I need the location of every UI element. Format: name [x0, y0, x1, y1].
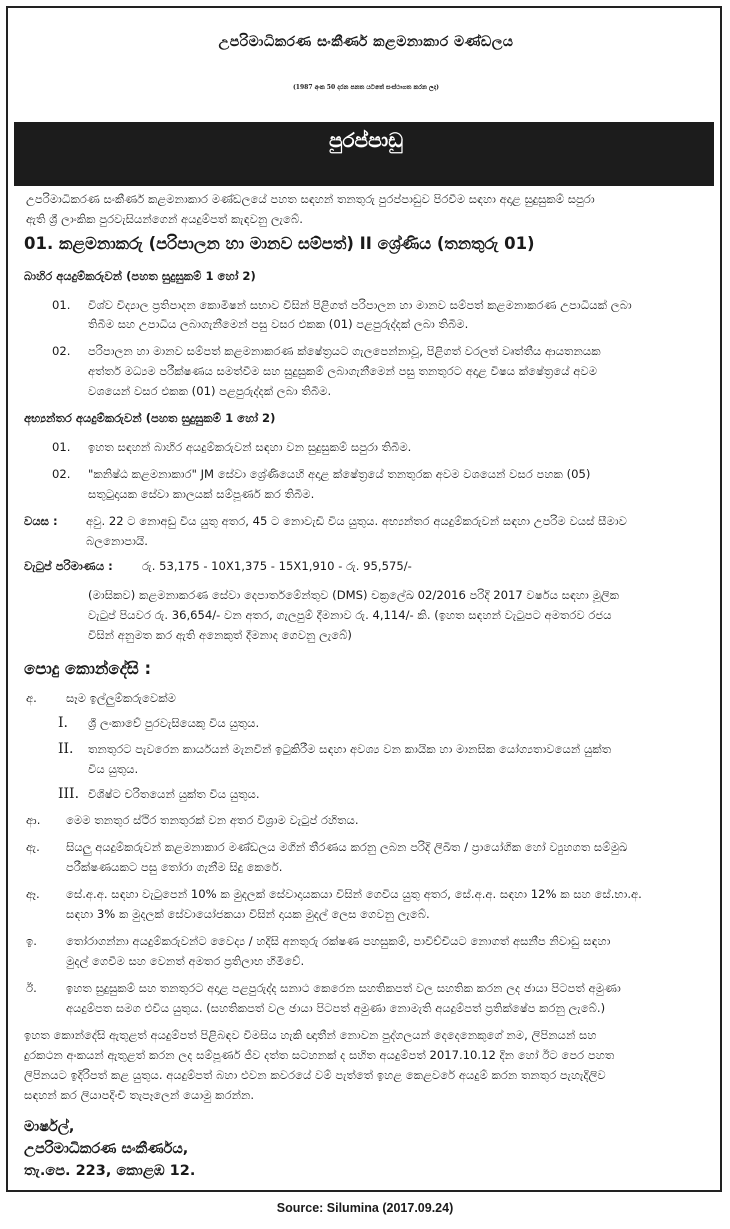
condition-line: විශිෂ්ට චරිතයෙන් යුක්ත විය යුතුය.	[88, 787, 260, 801]
condition-line: සියලු අයදුම්කරුවන් කළමනාකාර මණ්ඩලය මගින් තීරණය කරනු ලබන පරිදි ලිඛිත / ප්‍රායෝගික හෝ ව්‍යුහගත සම්මුඛ	[66, 840, 628, 854]
condition-letter: ඉ.	[26, 934, 37, 948]
external-item-number: 02.	[52, 344, 71, 358]
condition-letter: අ.	[26, 691, 37, 705]
external-item-line: තිබීම සහ උපාධිය ලබාගැනීමෙන් පසු වසර එකක (01) පළපුරුද්දක් ලබා තිබීම.	[88, 317, 469, 331]
intro-line: ඇති ශ්‍රී ලාංකික පුරවැසියන්ගෙන් අයදුම්පත් කැඳවනු ලැබේ.	[26, 212, 303, 226]
internal-item-line: සතුටුදායක සේවා කාලයක් සම්පූර්ණ කර තිබීම.	[88, 487, 315, 501]
external-item-line: වශයෙන් වසර එකක (01) පළපුරුද්දක් ලබා තිබීම.	[88, 384, 332, 398]
condition-line: සෑම ඉල්ලුම්කරුවෙක්ම	[66, 691, 176, 705]
closing-line: ඉහත කොන්දේසි ඇතුළත් අයදුම්පත් පිළිබඳව විමසිය හැකි ඥාතීන් නොවන පුද්ගලයන් දෙදෙනෙකුගේ නම, ලිපිනයන් සහ	[24, 1028, 597, 1042]
external-item-line: විශ්ව විද්‍යාල ප්‍රතිපාදන කොමිෂන් සභාව විසින් පිළිගත් පරිපාලන හා මානව සම්පත් කළමනාකරණ උපාධියක් ලබා	[88, 298, 632, 312]
condition-letter: I.	[58, 715, 68, 731]
condition-letter: ඊ.	[26, 981, 37, 995]
condition-line: විය යුතුය.	[88, 762, 139, 776]
external-item-line: පරිපාලන හා මානව සම්පත් කළමනාකරණ ක්ෂේත්‍රයට ගැලපෙන්නාවූ, පිළිගත් වරලත් වෘත්තීය ආයතනයක	[88, 344, 601, 358]
condition-letter: ඈ.	[26, 887, 40, 901]
internal-heading: අභ්‍යන්තර අයදුම්කරුවන් (පහත සුදුසුකම් 1 හෝ 2)	[24, 411, 276, 425]
advert-frame	[6, 6, 722, 1192]
external-heading: බාහිර අයදුම්කරුවන් (පහත සුදුසුකම් 1 හෝ 2)	[24, 269, 256, 283]
org-title: උපරිමාධිකරණ සංකීර්ණ කළමනාකාර මණ්ඩලය	[218, 34, 514, 50]
condition-line: තනතුරට පැවරෙන කාර්යයන් මැනවින් ඉටුකිරීම සඳහා අවශ්‍ය වන කායික හා මානසික යෝග්‍යතාවයෙන් යුක්ත	[88, 742, 612, 756]
external-item-number: 01.	[52, 298, 71, 312]
salary-line: වැටුප් පියවර රු. 36,654/- වන අතර, ගැලපුම් දීමනාව රු. 4,114/- කි. (ඉහත සඳහන් වැටුපට අමතරව රජය	[88, 608, 612, 622]
condition-letter: ඇ.	[26, 840, 40, 854]
condition-line: සඳහා 3% ක මුදලක් සේවායෝජකයා විසින් දායක මුදල් ලෙස ගෙවනු ලැබේ.	[66, 907, 430, 921]
salary-line: විසින් අනුමත කර ඇති අනෙකුත් දීමනාද ගෙවනු ලැබේ)	[88, 628, 352, 642]
signature-line: තැ.පෙ. 223, කොළඹ 12.	[24, 1163, 196, 1179]
condition-line: ශ්‍රී ලංකාවේ පුරවැසියෙකු විය යුතුය.	[88, 716, 260, 730]
age-line: බලනොපායි.	[86, 534, 148, 548]
condition-line: තෝරාගන්නා අයදුම්කරුවන්ට වෛද්‍ය / හදිසි අනතුරු රක්ෂණ පහසුකම්, පාවිච්චියට නොගත් අසනීප නිවාඩු සඳහා	[66, 934, 611, 948]
condition-letter: ආ.	[26, 813, 41, 827]
condition-line: පරීක්ෂණයකට පසු තෝරා ගැනීම සිදු කෙරේ.	[66, 860, 283, 874]
general-heading: පොදු කොන්දේසි :	[24, 659, 152, 678]
closing-line: සඳහන් කර ලියාපදිංචි තැපෑලෙන් යොමු කරන්න.	[24, 1088, 255, 1102]
vacancies-banner-text: පුරප්පාඩු	[328, 128, 404, 152]
external-item-line: අත්තර් මධ්‍යම පරීක්ෂණය සමත්වීම සහ සුදුසුකම් ලබාගැනීමෙන් පසු තනතුරට අදාළ විෂය ක්ෂේත්‍රයේ අවම	[88, 364, 598, 378]
position-title: 01. කළමනාකරු (පරිපාලන හා මානව සම්පත්) II ශ්‍රේණිය (තනතුරු 01)	[24, 234, 535, 253]
closing-line: දුරකථන අංකයන් ඇතුළත් කරන ලද සම්පූර්ණ ජීව දත්ත සටහනක් ද සහිත අයදුම්පත් 2017.10.12 දින හෝ ඊට පෙර පහත	[24, 1048, 615, 1062]
condition-line: අයදුම්පත සමග එවිය යුතුය. (සහතිකපත් වල ඡායා පිටපත් අමුණා නොමැති අයදුම්පත් ප්‍රතික්ෂේප කරනු ලැබේ.)	[66, 1001, 606, 1015]
condition-letter: II.	[58, 741, 74, 757]
condition-line: මුදල් ගෙවීම සහ වෙනත් අමතර ප්‍රතිලාභ හිමිවේ.	[66, 954, 305, 968]
internal-item-number: 02.	[52, 467, 71, 481]
salary-label: වැටුප් පරිමාණය :	[24, 559, 113, 573]
condition-line: සේ.අ.අ. සඳහා වැටුපෙන් 10% ක මුදලක් සේවාදායකයා විසින් ගෙවිය යුතු අතර, සේ.අ.අ. සඳහා 12% ක සහ සේ.භා.අ.	[66, 887, 642, 901]
condition-letter: III.	[58, 786, 80, 802]
closing-line: ලිපිනයට ඉදිරිපත් කළ යුතුය. අයදුම්පත් බහා එවන කවරයේ වම් පැත්තේ ඉහළ කෙළවරේ අයදුම් කරන තනතුර පැහැදිලිව	[24, 1068, 606, 1082]
age-line: අවු. 22 ට නොඅඩු විය යුතු අතර, 45 ට නොවැඩි විය යුතුය. අභ්‍යන්තර අයදුම්කරුවන් සඳහා උපරිම වයස් සීමාව	[86, 514, 627, 528]
intro-line: උපරිමාධිකරණ සංකීර්ණ කළමනාකාර මණ්ඩලයේ පහත සඳහන් තනතුරු පුරප්පාඩුව පිරවීම සඳහා අදාළ සුදුසුකම් සපුරා	[26, 192, 595, 206]
source-caption: Source: Silumina (2017.09.24)	[276, 1201, 454, 1215]
condition-line: ඉහත සුදුසුකම් සහ තනතුරට අදාළ පළපුරුද්ද සනාථ කෙරෙන සහතිකපත් වල සහතික කරන ලද ඡායා පිටපත් අමුණා	[66, 981, 621, 995]
org-subtitle: (1987 අංක 50 දරන පනත යටතේ සංස්ථාගත කරන ලද)	[292, 84, 440, 91]
condition-line: මෙම තනතුර ස්ථිර තනතුරක් වන අතර විශ්‍රාම වැටුප් රහිතය.	[66, 813, 359, 827]
internal-item-line: "කනිෂ්ඨ කළමනාකාර" JM සේවා ශ්‍රේණියෙහි අදාළ ක්ෂේත්‍රයේ තනතුරක අවම වශයෙන් වසර පහක (05)	[88, 467, 591, 481]
internal-item-line: ඉහත සඳහන් බාහිර අයදුම්කරුවන් සඳහා වන සුදුසුකම් සපුරා තිබීම.	[88, 440, 412, 454]
salary-line: (මාසිකව) කළමනාකරණ සේවා දෙපාර්තමේන්තුව (DMS) චක්‍රලේඛ 02/2016 පරිදි 2017 වර්ෂය සඳහා මූලික	[88, 588, 620, 602]
salary-scale: රු. 53,175 - 10X1,375 - 15X1,910 - රු. 95,575/-	[142, 559, 412, 573]
signature-line: මාර්ෂල්,	[24, 1119, 75, 1135]
internal-item-number: 01.	[52, 440, 71, 454]
signature-line: උපරිමාධිකරණ සංකීර්ණය,	[24, 1141, 189, 1157]
age-label: වයස :	[24, 514, 58, 528]
